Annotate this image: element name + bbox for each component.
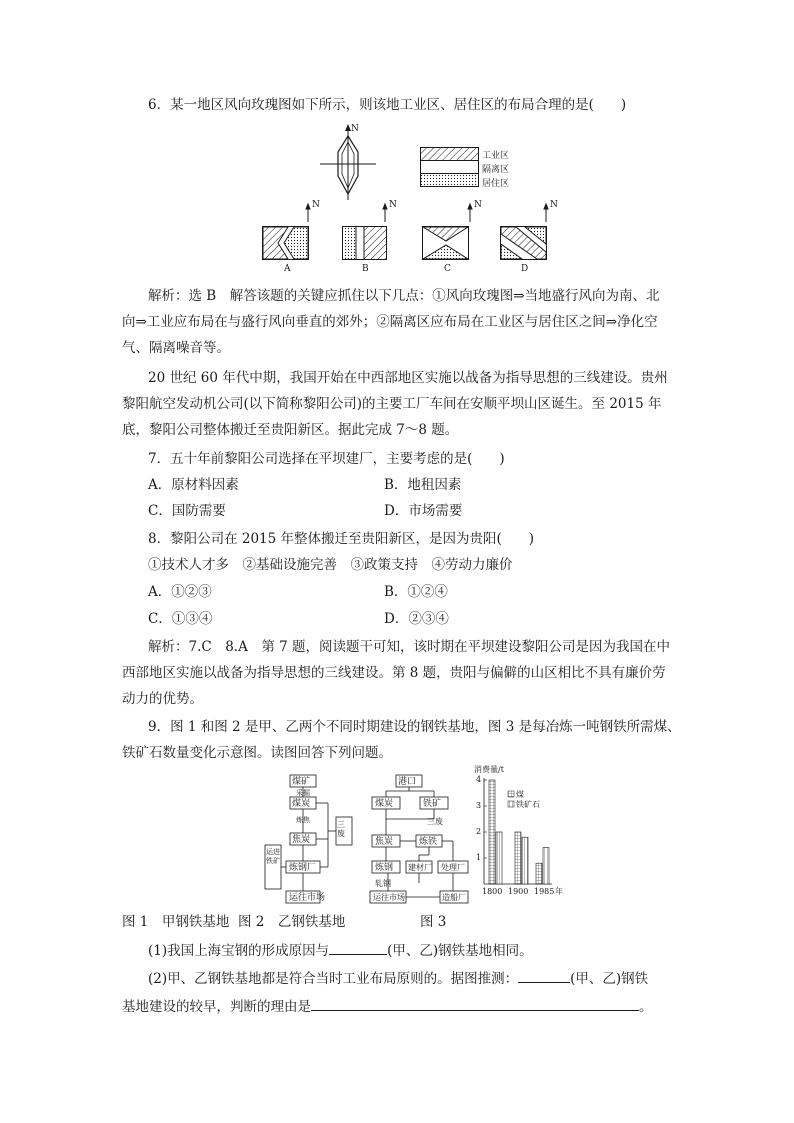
- fig3-xlabel: 年: [555, 887, 563, 896]
- fig2-shipyard: 造船厂: [442, 893, 466, 902]
- fig3-legend-ore: 铁矿石: [516, 800, 540, 809]
- fig2-rolling: 轧钢: [375, 879, 391, 888]
- bar-1985-coal: [536, 863, 542, 884]
- q7-stem: 7．五十年前黎阳公司选择在平坝建厂，主要考虑的是( ): [148, 451, 505, 467]
- fig3-xtick-1985: 1985: [534, 887, 555, 896]
- q6-analysis-line3: 气、隔离噪音等。: [122, 340, 230, 356]
- q7-option-d: D．市场需要: [384, 503, 463, 519]
- fig3-ylabel: 消费量/t: [474, 765, 504, 774]
- north-label-b: N: [389, 200, 397, 210]
- caption-fig3: 图 3: [420, 914, 447, 930]
- q8-option-b: B．①②④: [384, 584, 448, 600]
- option-b-label: B: [362, 264, 369, 274]
- passage-line2: 黎阳航空发动机公司(以下简称黎阳公司)的主要工厂车间在安顺平坝山区诞生。至 2015 年: [122, 396, 662, 412]
- legend-buffer: 隔离区: [482, 165, 510, 175]
- option-a-label: A: [284, 264, 291, 274]
- fig2-three-waste: 三废: [427, 817, 443, 826]
- fig3-ytick-1: 1: [476, 853, 482, 862]
- analysis78-line3: 动力的优势。: [122, 691, 203, 707]
- fig2-steelmaking: 炼钢: [375, 863, 394, 873]
- q9-sub1-answer-blank[interactable]: [329, 942, 387, 955]
- fig2-pig-iron: 炼铁: [419, 837, 438, 847]
- q6-analysis-line1: 解析：选 B 解答该题的关键应抓住以下几点：①风向玫瑰图⇒当地盛行风向为南、北: [148, 288, 660, 304]
- q7-option-b: B．地租因素: [384, 477, 462, 493]
- q9-sub2-end: 。: [639, 999, 653, 1015]
- q9-sub2-text-c: 基地建设的较早，判断的理由是: [122, 999, 311, 1015]
- caption-fig1: 图 1 甲钢铁基地: [122, 914, 230, 930]
- q9-stem-line1: 9．图 1 和图 2 是甲、乙两个不同时期建设的钢铁基地，图 3 是每冶炼一吨钢铁所需煤、: [148, 719, 681, 735]
- fig3-legend-coal: 煤: [516, 790, 524, 799]
- fig1-market: 运往市场: [289, 893, 326, 903]
- fig3-ytick-2: 2: [476, 827, 482, 836]
- bar-1800-coal: [489, 780, 495, 884]
- q9-stem-line2: 铁矿石数量变化示意图。读图回答下列问题。: [122, 745, 392, 761]
- legend-industrial: 工业区: [482, 151, 510, 161]
- q9-sub2-line2: [122, 998, 653, 1015]
- fig1-coke: 焦炭: [292, 835, 311, 845]
- fig1-coal-mine: 煤矿: [292, 777, 311, 787]
- option-c-label: C: [444, 264, 451, 274]
- q7-option-c: C．国防需要: [148, 503, 226, 519]
- option-d-label: D: [521, 264, 529, 274]
- q6-stem: 6．某一地区风向玫瑰图如下所示，则该地工业区、居住区的布局合理的是( ): [148, 97, 627, 113]
- q9-sub1: [148, 942, 533, 959]
- bar-1900-iron-ore: [522, 837, 528, 884]
- q6-options-figure: [260, 200, 560, 268]
- q8-option-c: C．①③④: [148, 611, 213, 627]
- figure-3-chart: [472, 760, 592, 904]
- fig3-xtick-1800: 1800: [482, 887, 503, 896]
- fig3-ytick-4: 4: [476, 775, 482, 784]
- analysis78-line1: 解析：7.C 8.A 第 7 题，阅读题干可知，该时期在平坝建设黎阳公司是因为我国在中: [148, 639, 671, 655]
- figure-1-flowchart: [262, 773, 360, 911]
- legend-residential: 居住区: [482, 179, 510, 189]
- passage-line1: 20 世纪 60 年代中期，我国开始在中西部地区实施以战备为指导思想的三线建设。贵州: [148, 370, 668, 386]
- q8-option-a: A．①②③: [148, 584, 212, 600]
- fig1-mining: 采掘: [296, 789, 310, 797]
- fig2-coke: 焦炭: [375, 837, 394, 847]
- fig1-ore-in: 运进铁矿: [266, 848, 280, 865]
- q7-option-a: A．原材料因素: [148, 477, 239, 493]
- legend-swatch-ore: [508, 801, 514, 807]
- fig2-coal: 煤炭: [375, 799, 394, 809]
- fig3-ytick-3: 3: [476, 801, 482, 810]
- q8-option-d: D．②③④: [384, 611, 449, 627]
- bar-1900-coal: [515, 832, 521, 884]
- q9-sub1-text-b: (甲、乙)钢铁基地相同。: [387, 943, 533, 959]
- q9-sub2-reason-blank[interactable]: [311, 998, 639, 1011]
- fig2-treatment: 处理厂: [441, 863, 465, 872]
- q6-analysis-line2: 向⇒工业应布局在与盛行风向垂直的郊外；②隔离区应布局在工业区与居住区之间⇒净化空: [122, 314, 658, 330]
- north-label-a: N: [312, 200, 320, 210]
- passage-line3: 底，黎阳公司整体搬迁至贵阳新区。据此完成 7～8 题。: [122, 422, 459, 438]
- q9-sub2-answer-blank[interactable]: [518, 970, 570, 983]
- fig1-three-waste: 三废: [337, 820, 345, 838]
- fig1-coal: 煤炭: [292, 799, 311, 809]
- fig2-ore: 铁矿: [423, 799, 442, 809]
- caption-fig2: 图 2 乙钢铁基地: [238, 914, 346, 930]
- fig2-building: 建材厂: [408, 863, 432, 872]
- fig2-market: 运往市场: [373, 893, 405, 902]
- q8-stem: 8．黎阳公司在 2015 年整体搬迁至贵阳新区，是因为贵阳( ): [148, 531, 535, 547]
- q8-items: ①技术人才多 ②基础设施完善 ③政策支持 ④劳动力廉价: [148, 557, 513, 573]
- north-label-c: N: [474, 200, 482, 210]
- bar-1800-iron-ore: [496, 832, 502, 884]
- legend-swatch-coal: [508, 791, 514, 797]
- fig1-steel: 炼钢厂: [289, 863, 317, 873]
- fig1-coking: 炼焦: [296, 816, 310, 824]
- q9-sub1-text-a: (1)我国上海宝钢的形成原因与: [148, 943, 330, 959]
- analysis78-line2: 西部地区实施以战备为指导思想的三线建设。第 8 题，贵阳与偏僻的山区相比不具有廉价劳: [122, 665, 666, 681]
- q9-sub2-text-b: (甲、乙)钢铁: [570, 971, 649, 987]
- q9-sub2: [148, 970, 648, 987]
- fig2-port: 港口: [398, 777, 417, 787]
- north-label: N: [351, 124, 359, 134]
- wind-rose-figure: [318, 122, 378, 206]
- legend: [420, 147, 480, 193]
- q9-sub2-text-a: (2)甲、乙钢铁基地都是符合当时工业布局原则的。据图推测：: [148, 971, 519, 987]
- north-label-d: N: [550, 200, 558, 210]
- bar-1985-iron-ore: [543, 848, 549, 884]
- fig3-xtick-1900: 1900: [508, 887, 529, 896]
